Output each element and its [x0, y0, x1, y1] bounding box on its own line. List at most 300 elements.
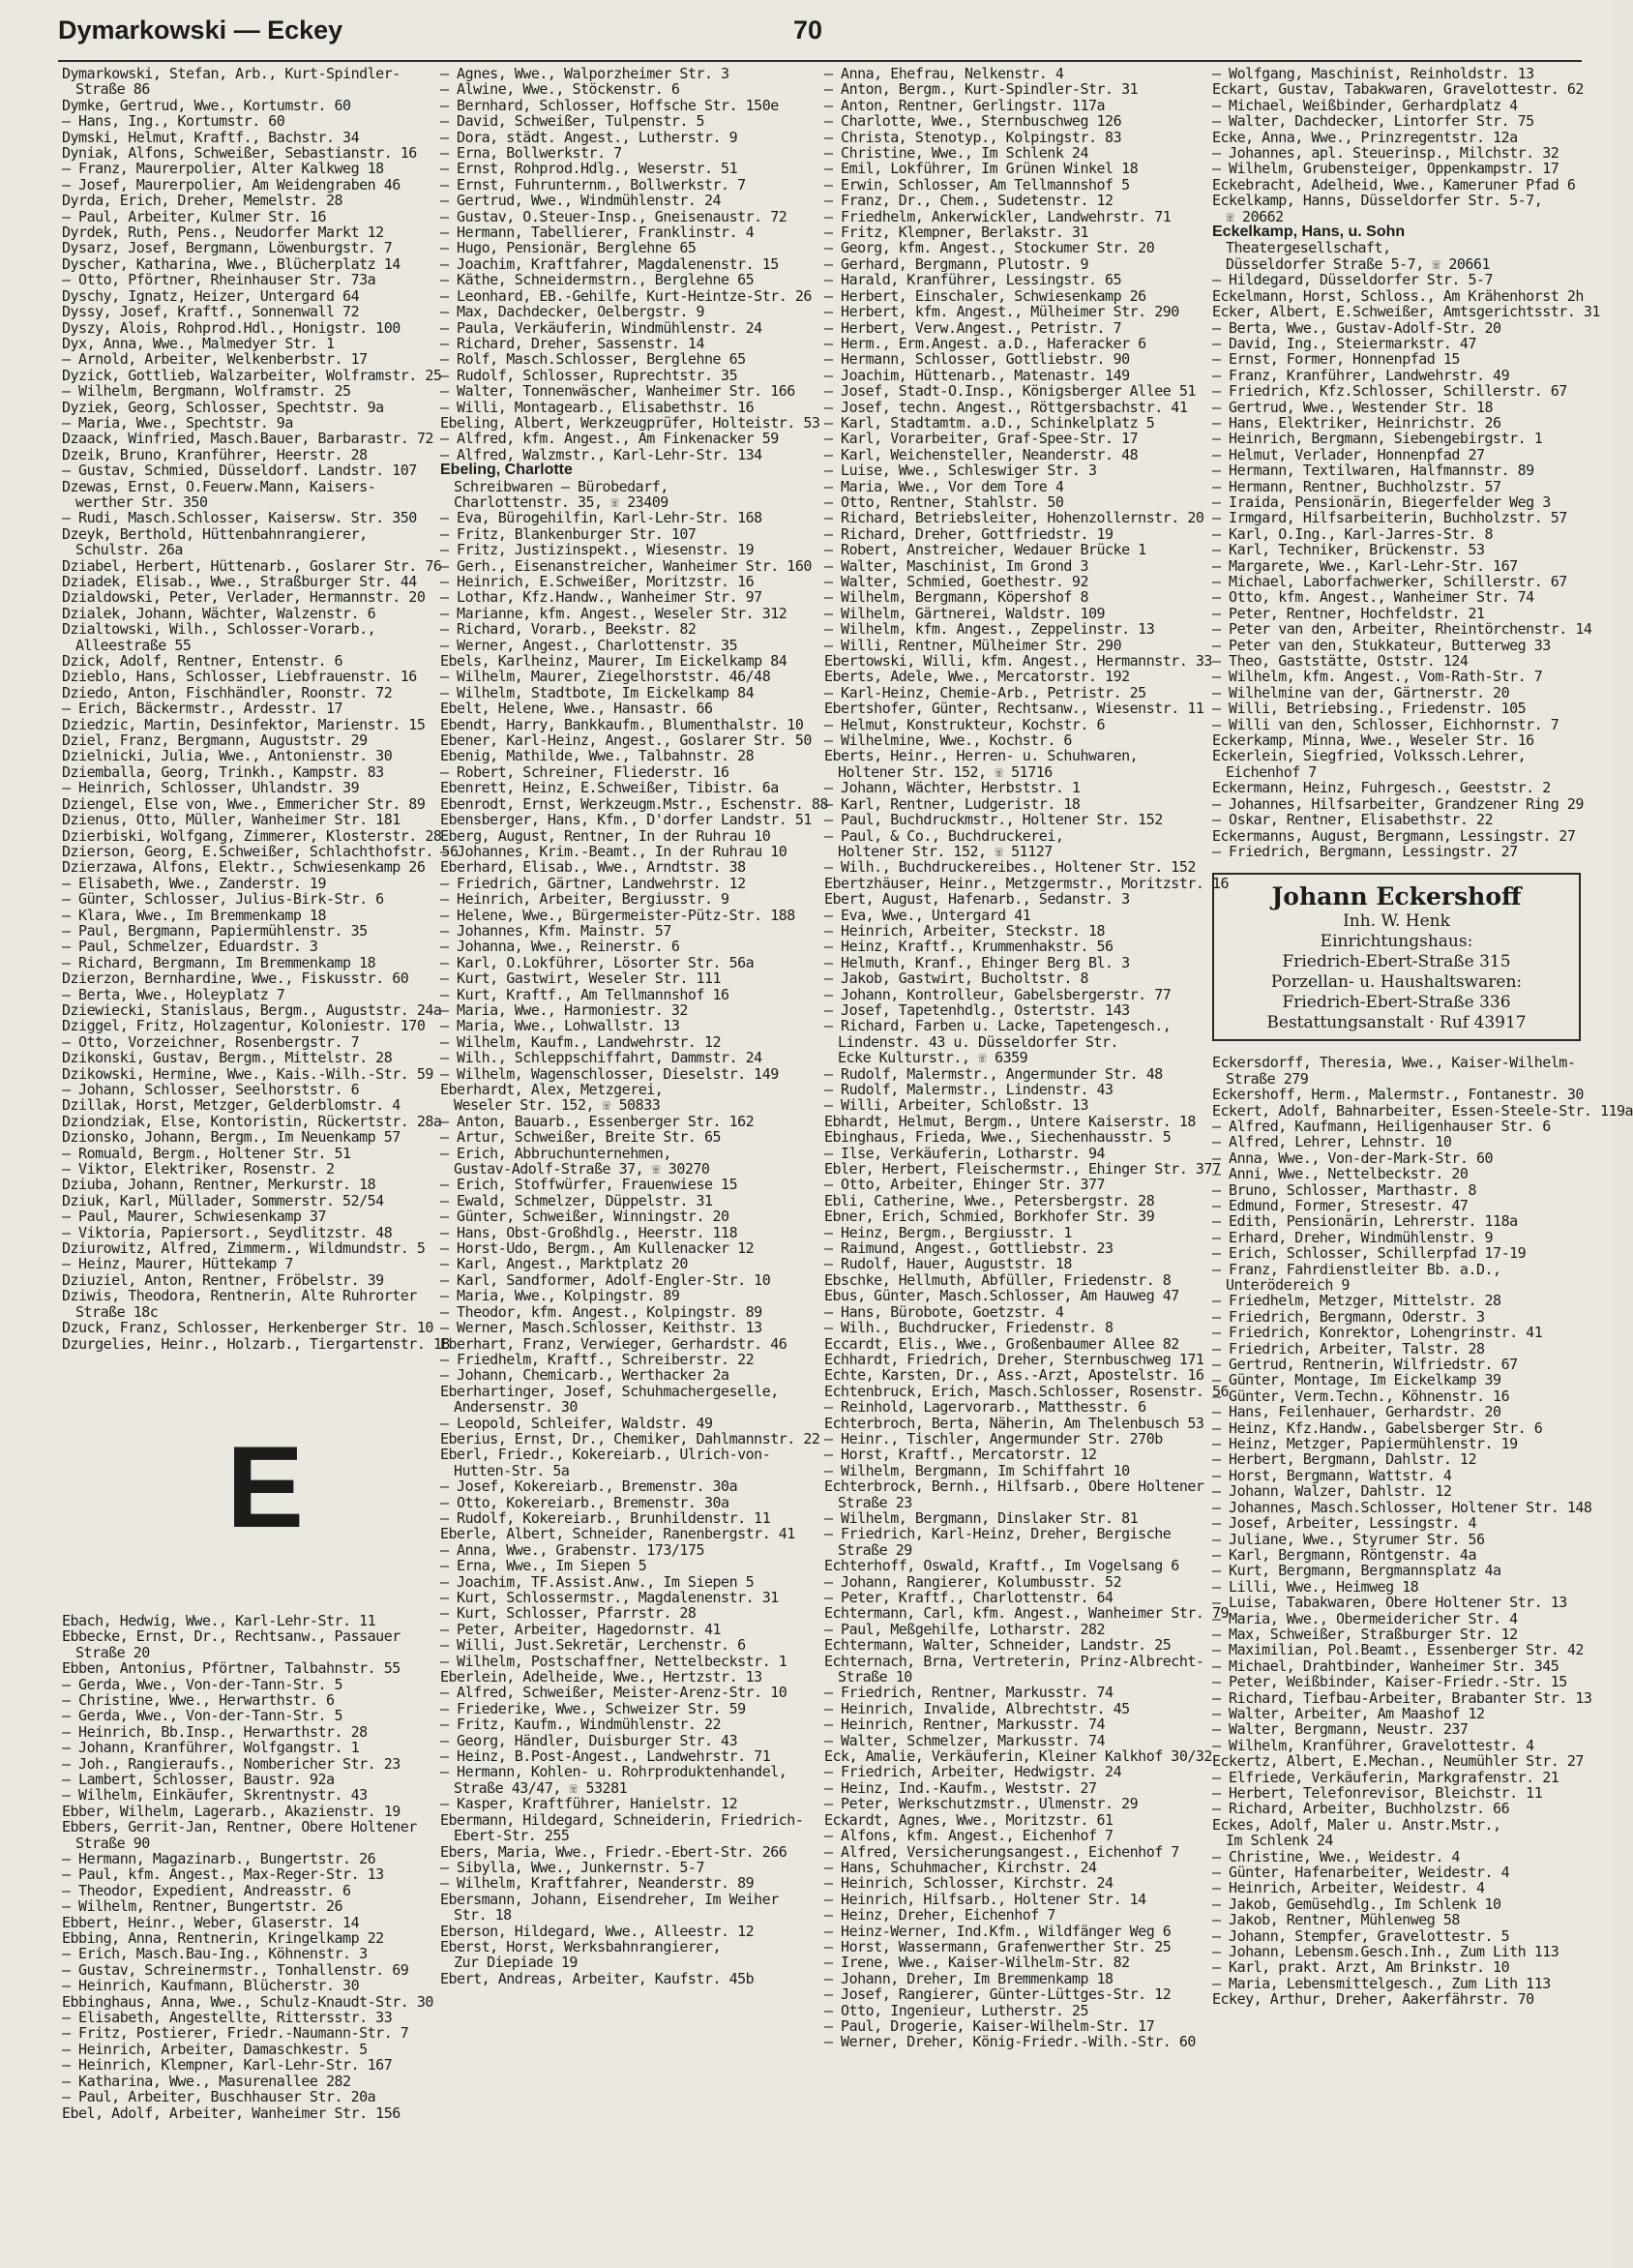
directory-entry: — Helene, Wwe., Bürgermeister-Pütz-Str. 188 — [440, 906, 795, 924]
running-header: Dymarkowski — Eckey — [58, 15, 343, 45]
directory-entry: — Gertrud, Wwe., Windmühlenstr. 24 — [440, 192, 722, 210]
directory-entry: — Wilhelm, Stadtbote, Im Eickelkamp 84 — [440, 683, 755, 701]
directory-entry: Dziemballa, Georg, Trinkh., Kampstr. 83 — [62, 762, 384, 781]
directory-entry: — Robert, Schreiner, Fliederstr. 16 — [440, 762, 729, 781]
directory-entry: Eckerlein, Siegfried, Volkssch.Lehrer, — [1212, 747, 1527, 765]
directory-entry: Ebert, August, Hafenarb., Sedanstr. 3 — [824, 890, 1130, 909]
directory-entry: — Friedrich, Rentner, Markusstr. 74 — [824, 1684, 1113, 1702]
directory-entry: — Richard, Dreher, Sassenstr. 14 — [440, 334, 704, 352]
directory-entry: — Karl, Angest., Marktplatz 20 — [440, 1255, 688, 1273]
directory-entry: Charlottenstr. 35, ☏ 23409 — [454, 492, 668, 511]
directory-entry: — Margarete, Wwe., Karl-Lehr-Str. 167 — [1212, 556, 1518, 575]
directory-entry: — Josef, Stadt-O.Insp., Königsberger Allee 51 — [824, 382, 1196, 401]
directory-entry: — Willi, Montagearb., Elisabethstr. 16 — [440, 398, 755, 416]
directory-entry: — Johann, Kranführer, Wolfgangstr. 1 — [62, 1739, 360, 1757]
directory-entry: Dzeyk, Berthold, Hüttenbahnrangierer, — [62, 524, 368, 543]
directory-entry: — Otto, Vorzeichner, Rosenbergstr. 7 — [62, 1032, 360, 1051]
directory-entry: Eberhardt, Alex, Metzgerei, — [440, 1081, 664, 1098]
directory-entry: — Jakob, Gemüsehdlg., Im Schlenk 10 — [1212, 1895, 1501, 1913]
directory-entry: — Fritz, Klempner, Berlakstr. 31 — [824, 224, 1088, 242]
directory-entry: — Heinrich, Arbeiter, Damaschkestr. 5 — [62, 2040, 368, 2058]
directory-entry: Andersenstr. 30 — [454, 1398, 578, 1417]
directory-entry: — Johanna, Wwe., Reinerstr. 6 — [440, 938, 680, 956]
directory-entry: — Wilhelm, Kaufm., Landwehrstr. 12 — [440, 1032, 722, 1051]
directory-entry: — Wilh., Buchdrucker, Friedenstr. 8 — [824, 1319, 1113, 1337]
directory-entry: werther Str. 350 — [75, 492, 208, 511]
column-1-entries-e — [62, 1611, 433, 2122]
directory-entry: Dziadek, Elisab., Wwe., Straßburger Str. 44 — [62, 573, 417, 590]
directory-entry: — Lambert, Schlosser, Baustr. 92a — [62, 1770, 335, 1788]
directory-entry: — Karl, Rentner, Ludgeristr. 18 — [824, 794, 1081, 813]
directory-entry: — Maria, Wwe., Obermeidericher Str. 4 — [1212, 1609, 1518, 1627]
directory-entry: — Alfred, Lehrer, Lehnstr. 10 — [1212, 1133, 1452, 1151]
directory-entry: — Walter, Arbeiter, Am Maashof 12 — [1212, 1704, 1485, 1722]
directory-entry: — Richard, Farben u. Lacke, Tapetengesch., — [824, 1017, 1172, 1035]
directory-entry: Dzeik, Bruno, Kranführer, Heerstr. 28 — [62, 445, 368, 463]
directory-entry: — Günter, Verm.Techn., Köhnenstr. 16 — [1212, 1387, 1510, 1405]
directory-entry: — Wilhelm, Kranführer, Gravelottestr. 4 — [1212, 1736, 1534, 1754]
directory-entry: Straße 279 — [1226, 1069, 1309, 1088]
directory-entry: Eberst, Horst, Werksbahnrangierer, — [440, 1937, 722, 1955]
directory-entry: — Friedrich, Kfz.Schlosser, Schillerstr. 67 — [1212, 382, 1567, 401]
directory-entry: — Anton, Rentner, Gerlingstr. 117a — [824, 96, 1106, 114]
directory-entry: — Heinz, Bergm., Bergiusstr. 1 — [824, 1223, 1072, 1241]
directory-entry: Holtener Str. 152, ☏ 51127 — [838, 842, 1053, 860]
directory-entry: — Heinz, Ind.-Kaufm., Weststr. 27 — [824, 1778, 1097, 1797]
directory-entry: — Edmund, Former, Stresestr. 47 — [1212, 1196, 1469, 1214]
directory-entry: Eberts, Heinr., Herren- u. Schuhwaren, — [824, 747, 1139, 765]
directory-entry: — Ilse, Verkäuferin, Lotharstr. 94 — [824, 1144, 1106, 1162]
directory-entry: — Maria, Wwe., Harmoniestr. 32 — [440, 1000, 688, 1019]
directory-entry: — Günter, Schlosser, Julius-Birk-Str. 6 — [62, 890, 384, 909]
directory-entry: — Katharina, Wwe., Masurenallee 282 — [62, 2072, 351, 2090]
directory-entry: — Horst-Udo, Bergm., Am Kullenacker 12 — [440, 1239, 755, 1258]
directory-entry: Dzielnicki, Julia, Wwe., Antonienstr. 30 — [62, 747, 393, 765]
directory-entry: — Bernhard, Schlosser, Hoffsche Str. 150e — [440, 96, 779, 114]
directory-entry: — Maximilian, Pol.Beamt., Essenberger Str. 42 — [1212, 1641, 1584, 1659]
directory-entry: — Luise, Tabakwaren, Obere Holtener Str. 13 — [1212, 1594, 1567, 1612]
directory-entry: Ebben, Antonius, Pförtner, Talbahnstr. 55 — [62, 1659, 401, 1678]
directory-entry: — Johannes, apl. Steuerinsp., Milchstr. 32 — [1212, 144, 1559, 163]
directory-entry: — Viktor, Elektriker, Rosenstr. 2 — [62, 1160, 335, 1179]
directory-entry: — Maria, Wwe., Vor dem Tore 4 — [824, 477, 1064, 495]
directory-entry: Ebels, Karlheinz, Maurer, Im Eickelkamp 84 — [440, 652, 787, 671]
directory-entry: — Joh., Rangieraufs., Nombericher Str. 23 — [62, 1754, 401, 1773]
directory-entry: — Werner, Dreher, König-Friedr.-Wilh.-Str. 60 — [824, 2033, 1196, 2051]
directory-entry: — Richard, Tiefbau-Arbeiter, Brabanter Str. 13 — [1212, 1688, 1592, 1707]
directory-entry: — Josef, Rangierer, Günter-Lüttges-Str. 12 — [824, 1985, 1172, 2004]
directory-entry: Dzierzon, Bernhardine, Wwe., Fiskusstr. 60 — [62, 970, 409, 988]
column-2-entries — [440, 65, 828, 1987]
directory-entry: — Lilli, Wwe., Heimweg 18 — [1212, 1577, 1419, 1596]
directory-entry: Ebbecke, Ernst, Dr., Rechtsanw., Passauer — [62, 1627, 401, 1646]
directory-entry: — Anton, Bauarb., Essenberger Str. 162 — [440, 1112, 755, 1130]
directory-entry: Eckelmann, Horst, Schloss., Am Krähenhorst 2h — [1212, 286, 1584, 305]
directory-entry: — Ernst, Rohprod.Hdlg., Weserstr. 51 — [440, 160, 738, 178]
directory-entry: — Christine, Wwe., Weidestr. 4 — [1212, 1847, 1460, 1865]
directory-entry: — Heinrich, Invalide, Albrechtstr. 45 — [824, 1699, 1130, 1717]
directory-entry: Dziuk, Karl, Müllader, Sommerstr. 52/54 — [62, 1191, 384, 1209]
directory-entry: Weseler Str. 152, ☏ 50833 — [454, 1096, 661, 1115]
directory-entry: — Jakob, Gastwirt, Bucholtstr. 8 — [824, 970, 1088, 988]
directory-entry: — Paul, kfm. Angest., Max-Reger-Str. 13 — [62, 1865, 384, 1884]
directory-entry: — Wilhelm, Bergmann, Wolframstr. 25 — [62, 382, 351, 401]
directory-entry: — Wilhelm, Grubensteiger, Oppenkampstr. 17 — [1212, 160, 1559, 178]
directory-entry: Ebber, Wilhelm, Lagerarb., Akazienstr. 19 — [62, 1802, 401, 1820]
directory-entry: — Paul, Meßgehilfe, Lotharstr. 282 — [824, 1620, 1106, 1638]
directory-entry: — Hermann, Textilwaren, Halfmannstr. 89 — [1212, 462, 1534, 480]
directory-entry: — Friederike, Wwe., Schweizer Str. 59 — [440, 1699, 746, 1717]
directory-entry: Dziedo, Anton, Fischhändler, Roonstr. 72 — [62, 683, 393, 701]
directory-entry: — Otto, kfm. Angest., Wanheimer Str. 74 — [1212, 588, 1534, 607]
directory-entry: Dyschy, Ignatz, Heizer, Untergard 64 — [62, 286, 360, 305]
directory-entry: Dzick, Adolf, Rentner, Entenstr. 6 — [62, 652, 343, 671]
directory-entry: — Wilhelmine van der, Gärtnerstr. 20 — [1212, 683, 1510, 701]
directory-entry: — Wilh., Schleppschiffahrt, Dammstr. 24 — [440, 1049, 762, 1067]
directory-entry: — Christine, Wwe., Herwarthstr. 6 — [62, 1690, 335, 1709]
directory-entry: Dziewiecki, Stanislaus, Bergm., Auguststr. 24a — [62, 1000, 442, 1019]
directory-entry: Dyziek, Georg, Schlosser, Spechtstr. 9a — [62, 398, 384, 416]
directory-entry: — Gustav, Schreinermstr., Tonhallenstr. 69 — [62, 1960, 409, 1979]
directory-entry: Echte, Karsten, Dr., Ass.-Arzt, Apostelstr. 16 — [824, 1366, 1204, 1385]
directory-entry: — Ernst, Fuhrunternm., Bollwerkstr. 7 — [440, 175, 746, 194]
directory-entry: — Harald, Kranführer, Lessingstr. 65 — [824, 271, 1122, 289]
directory-entry: — Hans, Obst-Großhdlg., Heerstr. 118 — [440, 1223, 738, 1241]
directory-entry: — Erwin, Schlosser, Am Tellmannshof 5 — [824, 175, 1130, 194]
directory-entry: — Johannes, Masch.Schlosser, Holtener Str. 148 — [1212, 1498, 1592, 1516]
directory-entry: — Peter van den, Stukkateur, Butterweg 33 — [1212, 636, 1551, 654]
directory-entry: Ebeling, Charlotte — [440, 462, 573, 479]
directory-entry: — Wilhelm, Bergmann, Im Schiffahrt 10 — [824, 1461, 1130, 1479]
header-rule — [58, 60, 1582, 62]
directory-entry: Eberius, Ernst, Dr., Chemiker, Dahlmannstr. 22 — [440, 1429, 820, 1447]
directory-entry: Dzikowski, Hermine, Wwe., Kais.-Wilh.-Str. 59 — [62, 1064, 433, 1083]
directory-entry: Eckebracht, Adelheid, Wwe., Kameruner Pfad 6 — [1212, 175, 1576, 194]
directory-entry: — Günter, Montage, Im Eickelkamp 39 — [1212, 1371, 1501, 1389]
column-3-entries — [824, 65, 1230, 2051]
directory-entry: — Emil, Lokführer, Im Grünen Winkel 18 — [824, 160, 1139, 178]
directory-entry: — Heinz, Maurer, Hüttekamp 7 — [62, 1255, 293, 1273]
directory-entry: — Karl, Techniker, Brückenstr. 53 — [1212, 541, 1485, 559]
directory-entry: Schreibwaren — Bürobedarf, — [454, 477, 668, 495]
directory-entry: — Alfons, kfm. Angest., Eichenhof 7 — [824, 1827, 1113, 1845]
directory-entry: Dyniak, Alfons, Schweißer, Sebastianstr. 16 — [62, 144, 417, 163]
directory-entry: — Franz, Dr., Chem., Sudetenstr. 12 — [824, 192, 1113, 210]
directory-entry: Dzierbiski, Wolfgang, Zimmerer, Klosterstr. 28 — [62, 826, 442, 845]
directory-entry: Dzierson, Georg, E.Schweißer, Schlachthofstr. 56 — [62, 842, 459, 860]
directory-entry: — Maria, Lebensmittelgesch., Zum Lith 113 — [1212, 1974, 1551, 1992]
directory-entry: — Gustav, O.Steuer-Insp., Gneisenaustr. 72 — [440, 207, 787, 225]
column-1 — [62, 65, 459, 2256]
directory-entry: — Karl, O.Ing., Karl-Jarres-Str. 8 — [1212, 524, 1494, 543]
directory-entry: — Karl, Weichensteller, Neanderstr. 48 — [824, 445, 1139, 463]
directory-entry: — Walter, Dachdecker, Lintorfer Str. 75 — [1212, 112, 1534, 131]
ad-line: Friedrich-Ebert-Straße 336 — [1282, 993, 1511, 1013]
directory-entry: — Bruno, Schlosser, Marthastr. 8 — [1212, 1180, 1476, 1199]
directory-entry: Dziondziak, Else, Kontoristin, Rückertstr. 28a — [62, 1112, 442, 1130]
directory-entry: — Friedrich, Bergmann, Oderstr. 3 — [1212, 1307, 1485, 1326]
directory-entry: — Anna, Wwe., Grabenstr. 173/175 — [440, 1540, 704, 1559]
directory-entry: — Heinrich, Klempner, Karl-Lehr-Str. 167 — [62, 2056, 393, 2074]
directory-entry: — Peter, Weißbinder, Kaiser-Friedr.-Str. 15 — [1212, 1673, 1567, 1691]
directory-entry: Echterbrock, Bernh., Hilfsarb., Obere Holtener — [824, 1477, 1204, 1496]
directory-entry: — Gertrud, Wwe., Westender Str. 18 — [1212, 398, 1494, 416]
directory-entry: Eckersdorff, Theresia, Wwe., Kaiser-Wilhelm- — [1212, 1054, 1576, 1072]
directory-entry: Straße 43/47, ☏ 53281 — [454, 1778, 628, 1797]
directory-entry: — Kasper, Kraftführer, Hanielstr. 12 — [440, 1795, 738, 1813]
directory-entry: — Marianne, kfm. Angest., Weseler Str. 312 — [440, 604, 787, 622]
ad-line: Friedrich-Ebert-Straße 315 — [1282, 952, 1511, 972]
directory-entry: Eberts, Adele, Wwe., Mercatorstr. 192 — [824, 668, 1130, 686]
directory-entry: — Berta, Wwe., Gustav-Adolf-Str. 20 — [1212, 318, 1501, 337]
directory-entry: Ebelt, Helene, Wwe., Hansastr. 66 — [440, 700, 713, 718]
directory-entry: — Fritz, Justizinspekt., Wiesenstr. 19 — [440, 541, 755, 559]
directory-entry: — Dora, städt. Angest., Lutherstr. 9 — [440, 128, 738, 146]
directory-entry: — Rudolf, Schlosser, Ruprechtstr. 35 — [440, 366, 738, 384]
directory-entry: — Friedhelm, Metzger, Mittelstr. 28 — [1212, 1292, 1501, 1310]
directory-entry: Unterödereich 9 — [1226, 1276, 1350, 1294]
directory-entry: — Iraida, Pensionärin, Biegerfelder Weg 3 — [1212, 492, 1551, 511]
directory-entry: — Erna, Bollwerkstr. 7 — [440, 144, 622, 163]
directory-entry: — Alfred, kfm. Angest., Am Finkenacker 59 — [440, 430, 779, 448]
directory-entry: — Fritz, Kaufm., Windmühlenstr. 22 — [440, 1716, 722, 1734]
directory-entry: — Theo, Gaststätte, Oststr. 124 — [1212, 652, 1469, 671]
directory-entry: Str. 18 — [454, 1906, 512, 1925]
directory-entry: — Günter, Schweißer, Winningstr. 20 — [440, 1208, 729, 1226]
directory-entry: Ebers, Maria, Wwe., Friedr.-Ebert-Str. 266 — [440, 1842, 787, 1861]
directory-entry: Dziurowitz, Alfred, Zimmerm., Wildmundstr. 5 — [62, 1239, 426, 1258]
directory-entry: Echternach, Brna, Vertreterin, Prinz-Albrecht- — [824, 1652, 1204, 1670]
directory-entry: — Willi, Rentner, Mülheimer Str. 290 — [824, 636, 1122, 654]
directory-entry: — Friedrich, Konrektor, Lohengrinstr. 41 — [1212, 1324, 1543, 1342]
directory-entry: Dzialdowski, Peter, Verlader, Hermannstr. 20 — [62, 588, 426, 607]
directory-entry: Dziwis, Theodora, Rentnerin, Alte Ruhrorter — [62, 1287, 417, 1305]
directory-entry: Ebbert, Heinr., Weber, Glaserstr. 14 — [62, 1913, 360, 1931]
directory-entry: Straße 29 — [838, 1540, 912, 1559]
column-4-entries-top — [1212, 65, 1600, 860]
directory-entry: — Michael, Drahtbinder, Wanheimer Str. 345 — [1212, 1656, 1559, 1675]
directory-entry: — Wilh., Buchdruckereibes., Holtener Str. 152 — [824, 858, 1196, 877]
directory-entry: Eccardt, Elis., Wwe., Großenbaumer Allee 82 — [824, 1334, 1179, 1353]
directory-entry: — Theodor, Expedient, Andreasstr. 6 — [62, 1881, 351, 1899]
directory-entry: — Erna, Wwe., Im Siepen 5 — [440, 1557, 647, 1575]
page-number: 70 — [793, 15, 823, 45]
directory-entry: — Helmut, Konstrukteur, Kochstr. 6 — [824, 715, 1106, 733]
directory-entry: — Sibylla, Wwe., Junkernstr. 5-7 — [440, 1858, 704, 1876]
directory-entry: — Kurt, Schlossermstr., Magdalenenstr. 31 — [440, 1589, 779, 1606]
directory-entry: — Paul, Arbeiter, Buschhauser Str. 20a — [62, 2088, 376, 2106]
directory-entry: — Fritz, Postierer, Friedr.-Naumann-Str. 7 — [62, 2024, 409, 2043]
directory-entry: Straße 23 — [838, 1493, 912, 1511]
directory-entry: Gustav-Adolf-Straße 37, ☏ 30270 — [454, 1160, 710, 1179]
directory-entry: — Walter, Schmied, Goethestr. 92 — [824, 573, 1088, 590]
directory-entry: — Irmgard, Hilfsarbeiterin, Buchholzstr. 57 — [1212, 509, 1567, 527]
directory-entry: Dziuba, Johann, Rentner, Merkurstr. 18 — [62, 1176, 376, 1194]
directory-entry: Eck, Amalie, Verkäuferin, Kleiner Kalkhof 30/32 — [824, 1747, 1212, 1766]
directory-entry: — Friedrich, Arbeiter, Talstr. 28 — [1212, 1339, 1485, 1358]
directory-entry: — Johann, Walzer, Dahlstr. 12 — [1212, 1482, 1452, 1501]
directory-entry: — Johann, Kontrolleur, Gabelsbergerstr. 77 — [824, 985, 1172, 1003]
directory-entry: Dymarkowski, Stefan, Arb., Kurt-Spindler- — [62, 65, 401, 82]
directory-entry: — Joachim, Kraftfahrer, Magdalenenstr. 15 — [440, 254, 779, 273]
directory-entry: — Heinrich, Kaufmann, Blücherstr. 30 — [62, 1977, 360, 1995]
directory-entry: Dziengel, Else von, Wwe., Emmericher Str. 89 — [62, 794, 426, 813]
directory-entry: — Gustav, Schmied, Düsseldorf. Landstr. 107 — [62, 462, 417, 480]
directory-entry: — Walter, Schmelzer, Markusstr. 74 — [824, 1731, 1106, 1749]
directory-entry: — Wilhelm, kfm. Angest., Vom-Rath-Str. 7 — [1212, 668, 1543, 686]
directory-entry: Dysarz, Josef, Bergmann, Löwenburgstr. 7 — [62, 239, 393, 257]
directory-entry: Dyssy, Josef, Kraftf., Sonnenwall 72 — [62, 303, 360, 321]
directory-entry: — Josef, Kokereiarb., Bremenstr. 30a — [440, 1477, 738, 1496]
advertisement-box — [1212, 873, 1581, 1041]
directory-entry: — Michael, Laborfachwerker, Schillerstr. 67 — [1212, 573, 1567, 590]
directory-entry: Dzienus, Otto, Müller, Wanheimer Str. 181 — [62, 811, 401, 829]
directory-entry: — Käthe, Schneidermstrn., Berglehne 65 — [440, 271, 755, 289]
directory-entry: Eckermanns, August, Bergmann, Lessingstr. 27 — [1212, 826, 1576, 845]
directory-entry: — Johannes, Kfm. Mainstr. 57 — [440, 921, 671, 940]
directory-entry: — Otto, Kokereiarb., Bremenstr. 30a — [440, 1493, 729, 1511]
ad-line: Bestattungsanstalt · Ruf 43917 — [1266, 1013, 1527, 1033]
directory-entry: — Joachim, TF.Assist.Anw., Im Siepen 5 — [440, 1572, 755, 1591]
directory-entry: — Johann, Dreher, Im Bremmenkamp 18 — [824, 1969, 1113, 1987]
directory-entry: — Willi, Just.Sekretär, Lerchenstr. 6 — [440, 1636, 746, 1655]
directory-entry: Düsseldorfer Straße 5-7, ☏ 20661 — [1226, 254, 1490, 273]
directory-entry: — Josef, techn. Angest., Röttgersbachstr. 41 — [824, 398, 1188, 416]
directory-entry: Ecke Kulturstr., ☏ 6359 — [838, 1049, 1028, 1067]
directory-entry: Ebbers, Gerrit-Jan, Rentner, Obere Holtener — [62, 1818, 417, 1836]
directory-entry: — Hans, Ing., Kortumstr. 60 — [62, 112, 285, 131]
directory-entry: Echhardt, Friedrich, Dreher, Sternbuschweg 171 — [824, 1350, 1204, 1368]
directory-entry: — Karl-Heinz, Chemie-Arb., Petristr. 25 — [824, 683, 1146, 701]
directory-entry: — Lothar, Kfz.Handw., Wanheimer Str. 97 — [440, 588, 762, 607]
directory-entry: Alleestraße 55 — [75, 636, 192, 654]
directory-entry: — Johann, Lebensm.Gesch.Inh., Zum Lith 113 — [1212, 1943, 1559, 1961]
directory-entry: — Friedhelm, Ankerwickler, Landwehrstr. 71 — [824, 207, 1172, 225]
directory-entry: — Anton, Bergm., Kurt-Spindler-Str. 31 — [824, 80, 1139, 99]
directory-entry: — Eva, Bürogehilfin, Karl-Lehr-Str. 168 — [440, 509, 762, 527]
directory-entry: — Rudolf, Hauer, Auguststr. 18 — [824, 1255, 1072, 1273]
directory-entry: Im Schlenk 24 — [1226, 1832, 1333, 1850]
directory-entry: — Wilhelm, Maurer, Ziegelhorststr. 46/48 — [440, 668, 771, 686]
directory-entry: — Leonhard, EB.-Gehilfe, Kurt-Heintze-Str. 26 — [440, 286, 812, 305]
directory-entry: Ebel, Adolf, Arbeiter, Wanheimer Str. 156 — [62, 2104, 401, 2122]
directory-entry: Eckart, Gustav, Tabakwaren, Gravelottestr. 62 — [1212, 80, 1584, 99]
directory-entry: — Erich, Schlosser, Schillerpfad 17-19 — [1212, 1244, 1527, 1263]
directory-entry: — Heinrich, Arbeiter, Bergiusstr. 9 — [440, 890, 729, 909]
directory-entry: — Heinrich, E.Schweißer, Moritzstr. 16 — [440, 573, 755, 590]
directory-entry: — Hans, Schuhmacher, Kirchstr. 24 — [824, 1858, 1097, 1876]
directory-entry: Dyrda, Erich, Dreher, Memelstr. 28 — [62, 192, 343, 210]
directory-entry: Dzierzawa, Alfons, Elektr., Schwiesenkamp 26 — [62, 858, 426, 877]
directory-entry: — Romuald, Bergm., Holtener Str. 51 — [62, 1144, 351, 1162]
directory-entry: — Heinrich, Arbeiter, Steckstr. 18 — [824, 921, 1106, 940]
directory-entry: Lindenstr. 43 u. Düsseldorfer Str. — [838, 1032, 1119, 1051]
directory-entry: — Rolf, Masch.Schlosser, Berglehne 65 — [440, 350, 746, 369]
directory-entry: — Michael, Weißbinder, Gerhardplatz 4 — [1212, 96, 1518, 114]
directory-entry: Theatergesellschaft, — [1226, 239, 1391, 257]
directory-entry: Dziabel, Herbert, Hüttenarb., Goslarer Str. 76 — [62, 556, 442, 575]
directory-entry: — Erich, Abbruchunternehmen, — [440, 1144, 671, 1162]
directory-entry: — Karl, O.Lokführer, Lösorter Str. 56a — [440, 953, 755, 971]
directory-entry: Dyscher, Katharina, Wwe., Blücherplatz 14 — [62, 254, 401, 273]
directory-entry: — Kurt, Kraftf., Am Tellmannshof 16 — [440, 985, 729, 1003]
directory-entry: — Christine, Wwe., Im Schlenk 24 — [824, 144, 1088, 163]
directory-entry: — Hermann, Magazinarb., Bungertstr. 26 — [62, 1850, 376, 1867]
directory-entry: Dziggel, Fritz, Holzagentur, Koloniestr. 170 — [62, 1017, 426, 1035]
directory-entry: — Paul, Maurer, Schwiesenkamp 37 — [62, 1208, 326, 1226]
directory-entry: — Maria, Wwe., Spechtstr. 9a — [62, 413, 293, 432]
ad-line: Porzellan- u. Haushaltswaren: — [1270, 972, 1523, 993]
directory-entry: — Raimund, Angest., Gottliebstr. 23 — [824, 1239, 1113, 1258]
directory-entry: — Heinrich, Schlosser, Uhlandstr. 39 — [62, 779, 360, 797]
directory-entry: Echterhoff, Oswald, Kraftf., Im Vogelsang 6 — [824, 1557, 1179, 1575]
directory-entry: — Alfred, Kaufmann, Heiligenhauser Str. 6 — [1212, 1117, 1551, 1135]
directory-entry: — Helmut, Verlader, Honnenpfad 27 — [1212, 445, 1485, 463]
directory-entry: — David, Schweißer, Tulpenstr. 5 — [440, 112, 704, 131]
directory-entry: — Heinz, Metzger, Papiermühlenstr. 19 — [1212, 1435, 1518, 1453]
directory-entry: — Rudolf, Kokereiarb., Brunhildenstr. 11 — [440, 1508, 771, 1527]
directory-entry: — Ernst, Former, Honnenpfad 15 — [1212, 350, 1460, 369]
directory-entry: Ebensberger, Hans, Kfm., D'dorfer Landstr. 51 — [440, 811, 812, 829]
directory-entry: — Hermann, Tabellierer, Franklinstr. 4 — [440, 224, 755, 242]
directory-entry: — Heinz-Werner, Ind.Kfm., Wildfänger Weg 6 — [824, 1922, 1172, 1940]
directory-entry: Eberhartinger, Josef, Schuhmachergeselle, — [440, 1382, 779, 1400]
directory-entry: — Georg, Händler, Duisburger Str. 43 — [440, 1731, 738, 1749]
directory-entry: — Herbert, Bergmann, Dahlstr. 12 — [1212, 1450, 1476, 1469]
directory-entry: — Alfred, Schweißer, Meister-Arenz-Str. 10 — [440, 1684, 787, 1702]
directory-entry: — Peter, Werkschutzmstr., Ulmenstr. 29 — [824, 1795, 1139, 1813]
directory-entry: — Irene, Wwe., Kaiser-Wilhelm-Str. 82 — [824, 1954, 1130, 1972]
directory-entry: — Luise, Wwe., Schleswiger Str. 3 — [824, 462, 1097, 480]
directory-entry: — Richard, Vorarb., Beekstr. 82 — [440, 620, 697, 639]
directory-entry: Dzieblo, Hans, Schlosser, Liebfrauenstr. 16 — [62, 668, 417, 686]
directory-entry: — Friedhelm, Kraftf., Schreiberstr. 22 — [440, 1350, 755, 1368]
directory-entry: Eckershoff, Herm., Malermstr., Fontanestr. 30 — [1212, 1086, 1584, 1104]
directory-entry: — Elfriede, Verkäuferin, Markgrafenstr. 21 — [1212, 1768, 1559, 1786]
directory-entry: — Richard, Betriebsleiter, Hohenzollernstr. 20 — [824, 509, 1204, 527]
directory-entry: Ebbinghaus, Anna, Wwe., Schulz-Knaudt-Str. 30 — [62, 1992, 433, 2011]
directory-entry: Eckelkamp, Hans, u. Sohn — [1212, 224, 1406, 241]
ad-line: Einrichtungshaus: — [1320, 932, 1473, 952]
directory-entry: — Werner, Angest., Charlottenstr. 35 — [440, 636, 738, 654]
directory-entry: — Maria, Wwe., Kolpingstr. 89 — [440, 1287, 680, 1305]
directory-entry: — Heinrich, Schlosser, Kirchstr. 24 — [824, 1874, 1113, 1893]
directory-entry: — Horst, Bergmann, Wattstr. 4 — [1212, 1466, 1452, 1484]
directory-entry: — Johannes, Hilfsarbeiter, Grandzener Ring 29 — [1212, 794, 1584, 813]
directory-entry: — Herbert, Einschaler, Schwiesenkamp 26 — [824, 286, 1146, 305]
directory-entry: — Kurt, Gastwirt, Weseler Str. 111 — [440, 970, 722, 988]
directory-entry: Dymski, Helmut, Kraftf., Bachstr. 34 — [62, 128, 360, 146]
directory-entry: Ebner, Erich, Schmied, Borkhofer Str. 39 — [824, 1208, 1155, 1226]
directory-entry: Straße 18c — [75, 1302, 159, 1321]
directory-entry: — Jakob, Rentner, Mühlenweg 58 — [1212, 1911, 1460, 1929]
directory-entry: — Wilhelm, Bergmann, Köpershof 8 — [824, 588, 1088, 607]
directory-entry: Eckardt, Agnes, Wwe., Moritzstr. 61 — [824, 1810, 1113, 1829]
directory-entry: — Wilhelm, Bergmann, Dinslaker Str. 81 — [824, 1508, 1139, 1527]
directory-entry: — Gerda, Wwe., Von-der-Tann-Str. 5 — [62, 1707, 343, 1725]
directory-entry: — Rudolf, Malermstr., Lindenstr. 43 — [824, 1081, 1113, 1098]
column-1-entries-d — [62, 65, 459, 1353]
directory-entry: Eberg, August, Rentner, In der Ruhrau 10 — [440, 826, 771, 845]
column-2 — [440, 65, 828, 2256]
directory-entry: Ebertowski, Willi, kfm. Angest., Hermannstr. 33 — [824, 652, 1212, 671]
directory-entry: Ebertzhäuser, Heinr., Metzgermstr., Moritzstr. 16 — [824, 874, 1230, 892]
directory-entry: Eckey, Arthur, Dreher, Aakerfährstr. 70 — [1212, 1990, 1534, 2009]
directory-entry: — Reinhold, Lagervorarb., Matthesstr. 6 — [824, 1398, 1146, 1417]
directory-entry: Eichenhof 7 — [1226, 762, 1317, 781]
directory-entry: — Peter, Kraftf., Charlottenstr. 64 — [824, 1589, 1113, 1606]
directory-entry: — Peter, Rentner, Hochfeldstr. 21 — [1212, 604, 1485, 622]
